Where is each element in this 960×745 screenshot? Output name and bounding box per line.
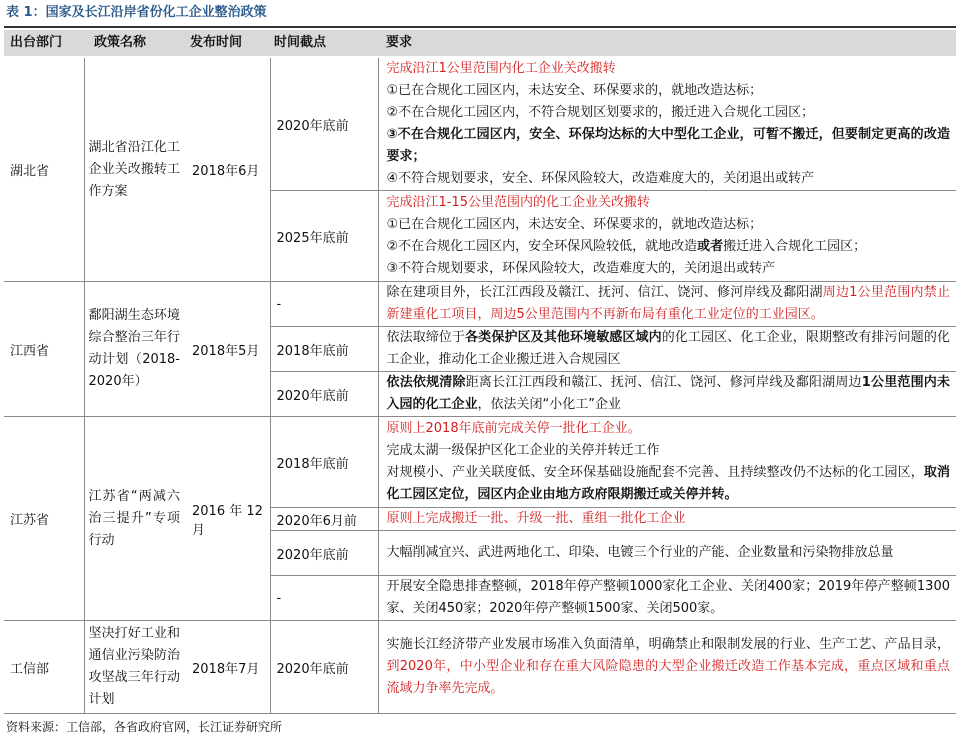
- header-requirement: 要求: [386, 35, 413, 50]
- policy-cell: 坚决打好工业和通信业污染防治攻坚战三年行动计划: [84, 621, 188, 714]
- table-title: 表 1：国家及长江沿岸省份化工企业整治政策: [6, 5, 267, 20]
- req-line: ①已在合规化工园区内，未达安全、环保要求的，就地改造达标；: [386, 217, 763, 232]
- req-text: 实施长江经济带产业发展市场准入负面清单，明确禁止和限制发展的行业、生产工艺、产品目录，: [386, 637, 950, 652]
- req-text-bold: 1公里范围内未入园的化工企业: [386, 375, 950, 412]
- req-line: ①已在合规化工园区内，未达安全、环保要求的，就地改造达标；: [386, 83, 763, 98]
- title-divider: [4, 26, 956, 28]
- req-line: ②不在合规化工园区内，不符合规划区划要求的，搬迁进入合规化工园区；: [386, 105, 815, 120]
- table-row: [4, 282, 956, 327]
- deadline-cell: 2020年底前: [270, 372, 378, 417]
- req-line: [387, 462, 951, 506]
- req-text: 距离长江江西段和赣江、抚河、信江、饶河、修河岸线及鄱阳湖周边: [465, 375, 862, 390]
- dept-cell: 江苏省: [4, 417, 84, 621]
- deadline-cell: 2020年底前: [270, 531, 378, 576]
- req-line: [387, 282, 951, 326]
- req-text: 的化工园区、化工企业，限期整改有排污问题的化工企业，推动化工企业搬迁进入合规园区: [386, 330, 950, 367]
- requirement-cell: [378, 531, 956, 576]
- policy-table: [4, 58, 956, 714]
- req-line: 原则上2018年底前完成关停一批化工企业。: [386, 421, 641, 436]
- requirement-cell: [378, 576, 956, 621]
- requirement-cell: [378, 282, 956, 327]
- dept-cell: 江西省: [4, 282, 84, 417]
- req-line: [387, 372, 951, 416]
- req-line: 原则上完成搬迁一批、升级一批、重组一批化工企业: [386, 511, 686, 526]
- requirement-cell: [378, 58, 956, 191]
- policy-cell: 鄱阳湖生态环境综合整治三年行动计划（2018-2020年）: [84, 282, 188, 417]
- requirement-cell: [378, 372, 956, 417]
- req-line: ③不在合规化工园区内，安全、环保均达标的大中型化工企业，可暂不搬迁，但要制定更高的改造要求；: [386, 127, 950, 164]
- deadline-cell: 2020年底前: [270, 58, 378, 191]
- requirement-cell: [378, 417, 956, 508]
- header-date: 发布时间: [190, 35, 243, 50]
- req-text: 对规模小、产业关联度低、安全环保基础设施配套不完善、且持续整改仍不达标的化工园区，: [386, 465, 924, 480]
- req-line: 大幅削减宜兴、武进两地化工、印染、电镀三个行业的产能、企业数量和污染物排放总量: [386, 545, 894, 560]
- table-header: [4, 30, 956, 56]
- date-cell: 2018年6月: [188, 58, 270, 282]
- date-cell: 2018年5月: [188, 282, 270, 417]
- req-text: ，依法关闭“小化工”企业: [477, 397, 621, 412]
- req-line: [387, 634, 951, 700]
- req-text-red: 到2020年，中小型企业和存在重大风险隐患的大型企业搬迁改造工作基本完成，重点区域和重点流域力争率先完成。: [386, 659, 950, 696]
- requirement-cell: [378, 327, 956, 372]
- requirement-cell: [378, 508, 956, 531]
- req-line: ③不符合规划要求，环保风险较大，改造难度大的，关闭退出或转产: [386, 261, 776, 276]
- deadline-cell: -: [270, 576, 378, 621]
- req-line: ④不符合规划要求，安全、环保风险较大，改造难度大的，关闭退出或转产: [386, 171, 815, 186]
- req-line: [387, 327, 951, 371]
- table-row: [4, 621, 956, 714]
- req-text-bold: 依法依规清除: [386, 375, 466, 390]
- policy-cell: 江苏省“两减六治三提升”专项行动: [84, 417, 188, 621]
- table-row: [4, 417, 956, 508]
- req-text-bold: 各类保护区及其他环境敏感区域内: [465, 330, 662, 345]
- req-line: 完成太湖一级保护区化工企业的关停并转迁工作: [386, 443, 660, 458]
- dept-cell: 湖北省: [4, 58, 84, 282]
- source-note: 资料来源：工信部，各省政府官网，长江证券研究所: [6, 720, 283, 734]
- deadline-cell: -: [270, 282, 378, 327]
- requirement-cell: [378, 621, 956, 714]
- req-line: [387, 236, 951, 258]
- header-policy: 政策名称: [94, 35, 147, 50]
- deadline-cell: 2020年6月前: [270, 508, 378, 531]
- req-text-red: 周边1公里范围内禁止新建重化工项目，周边5公里范围内不再新布局有重化工业定位的工业园区。: [386, 285, 950, 322]
- deadline-cell: 2018年底前: [270, 327, 378, 372]
- req-text: ②不在合规化工园区内，安全环保风险较低，就地改造: [386, 239, 698, 254]
- req-line: 完成沿江1-15公里范围内的化工企业关改搬转: [386, 195, 651, 210]
- dept-cell: 工信部: [4, 621, 84, 714]
- req-text: 除在建项目外，长江江西段及赣江、抚河、信江、饶河、修河岸线及鄱阳湖: [386, 285, 823, 300]
- date-cell: 2018年7月: [188, 621, 270, 714]
- req-line: 开展安全隐患排查整顿，2018年停产整顿1000家化工企业、关闭400家；2019年停产整顿1300家、关闭450家；2020年停产整顿1500家、关闭500家。: [386, 579, 950, 616]
- req-text: 搬迁进入合规化工园区；: [723, 239, 867, 254]
- table-row: [4, 58, 956, 191]
- date-cell: 2016 年 12 月: [188, 417, 270, 621]
- header-deadline: 时间截点: [274, 35, 327, 50]
- req-line: 完成沿江1公里范围内化工企业关改搬转: [386, 61, 616, 76]
- policy-cell: 湖北省沿江化工企业关改搬转工作方案: [84, 58, 188, 282]
- deadline-cell: 2025年底前: [270, 191, 378, 282]
- req-text: 依法取缔位于: [386, 330, 466, 345]
- req-text-bold: 取消化工园区定位，园区内企业由地方政府限期搬迁或关停并转。: [386, 465, 950, 502]
- requirement-cell: [378, 191, 956, 282]
- deadline-cell: 2018年底前: [270, 417, 378, 508]
- req-text-bold: 或者: [697, 239, 724, 254]
- deadline-cell: 2020年底前: [270, 621, 378, 714]
- header-dept: 出台部门: [10, 35, 63, 50]
